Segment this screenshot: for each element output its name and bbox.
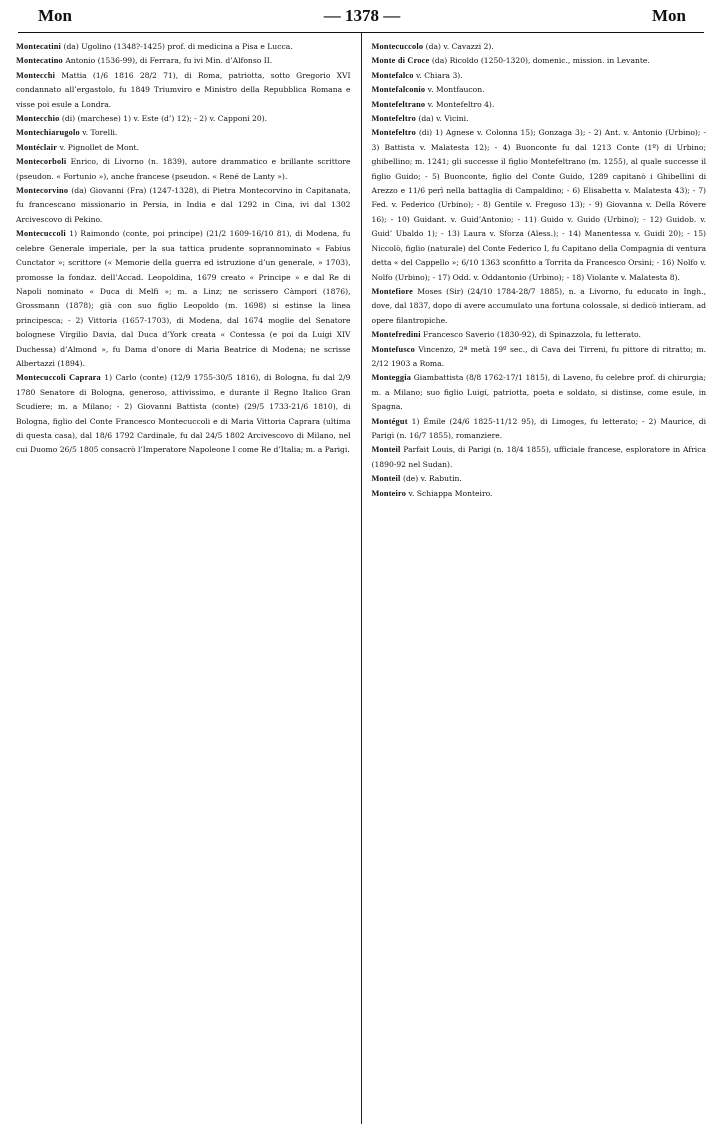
entry-headword: Montecuccoli <box>16 229 66 239</box>
entry-headword: Montecatino <box>16 56 63 66</box>
dictionary-entry <box>372 68 707 82</box>
entry-text: 1) Émile (24/6 1825-11/12 95), di Limoges, fu letterato; - 2) Maurice, di Parigi (n. 16/7 1855), romanziere. <box>371 416 707 440</box>
dictionary-entry <box>372 414 707 443</box>
entry-text: (da) Ugolino (1348?-1425) prof. di medicina a Pisa e Lucca. <box>61 42 293 51</box>
entry-headword: Montecatini <box>16 42 62 51</box>
entry-headword: Montefeltro <box>371 114 416 124</box>
entry-headword: Montefeltrano <box>371 99 426 109</box>
dictionary-entry <box>372 327 707 341</box>
dictionary-entry <box>372 486 707 500</box>
entry-headword: Montechiarugolo <box>16 128 80 138</box>
dictionary-entry <box>372 82 707 96</box>
entry-text: v. Montefeltro 4). <box>425 99 495 109</box>
dictionary-entry <box>16 125 351 139</box>
entry-text: 1) Raimondo (conte, poi principe) (21/2 1609-16/10 81), di Modena, fu celebre Generale imperiale, per la sua tattica prudente soprannominato « Fabius Cunctator »; scrittore (« Memorie della guerra ed istruzione d’un generale, » 1703), promosse la fondaz. dell’Accad. Leopoldina, 1679 creato « Principe » e dal Re di Napoli nominato « Duca di Melfi »; m. a Linz; ne scrissero Càmpori (1876), Grossmann (1878); già con suo figlio Leopoldo (m. 1698) si estinse la linea principesca; - 2) Vittoria (1657-1703), di Modena, dal 1674 moglie del Senatore bolognese Virgilio Davia, dal Duca d’York creata « Contessa (e poi da Luigi XIV Duchessa) d’Almond », fu Dama d’onore di Maria Beatrice di Modena; ne scrisse Albertazzi (1894). <box>16 229 351 368</box>
entry-text: Francesco Saverio (1830-92), di Spinazzola, fu letterato. <box>420 330 641 340</box>
dictionary-entry <box>16 39 351 53</box>
entry-text: (da) Giovanni (Fra) (1247-1328), di Pietra Montecorvino in Capitanata, fu francescano missionario in Persia, in India e dal 1292 in Cina, ivi dal 1302 Arcivescovo di Pekino. <box>16 186 351 224</box>
entry-text: (da) v. Vicini. <box>415 114 469 124</box>
entry-headword: Montecorboli <box>16 157 67 167</box>
entry-text: Moses (Sir) (24/10 1784-28/7 1885), n. a Livorno, fu educato in Ingh., dove, dal 1837, dopo di avere accumulato una fortuna colossale, si dedicò intieram. ad opere filantropiche. <box>371 286 707 325</box>
entry-text: v. Montfaucon. <box>425 85 485 95</box>
dictionary-entry <box>372 471 707 485</box>
entry-text: Antonio (1536-99), di Ferrara, fu ivi Min. d’Alfonso II. <box>62 56 273 66</box>
dictionary-entry <box>372 370 707 413</box>
dictionary-entry <box>372 284 707 327</box>
entry-text: Giambattista (8/8 1762-17/1 1815), di Laveno, fu celebre prof. di chirurgia; m. a Milano; suo figlio Luigi, patriotta, poeta e soldato, si distinse, come esule, in Spagna. <box>371 373 707 412</box>
entry-text: v. Schiappa Monteiro. <box>406 488 493 498</box>
entry-headword: Monteiro <box>371 488 407 498</box>
entry-headword: Montefiore <box>371 286 413 296</box>
entry-text: Parfait Louis, di Parigi (n. 18/4 1855), ufficiale francese, esploratore in Africa (1890-92 nel Sudan). <box>371 445 707 469</box>
header-left-word: Mon <box>38 6 72 25</box>
entry-text: Vincenzo, 2ª metà 19º sec., di Cava dei Tirreni, fu pittore di ritratto; m. 2/12 1903 a Roma. <box>371 344 707 368</box>
entry-headword: Montefredini <box>371 330 421 340</box>
entry-headword: Monte di Croce <box>371 56 430 66</box>
entry-headword: Montégut <box>371 416 408 426</box>
dictionary-entry <box>16 183 351 226</box>
entry-headword: Montefeltro <box>371 128 416 138</box>
page-number: — 1378 — <box>323 6 401 25</box>
entry-headword: Montecchi <box>16 70 56 80</box>
header-right-word: Mon <box>652 6 686 25</box>
dictionary-entry <box>372 39 707 53</box>
entry-headword: Montecuccolo <box>371 42 424 51</box>
entry-text: (di) (marchese) 1) v. Este (d’) 12); - 2) v. Capponi 20). <box>59 114 268 124</box>
entry-headword: Monteil <box>371 445 401 455</box>
dictionary-entry <box>372 111 707 125</box>
entry-headword: Montefalco <box>371 70 414 80</box>
column-divider <box>361 33 362 1124</box>
entry-text: (da) Ricoldo (1250-1320), domenic., mission. in Levante. <box>429 56 650 66</box>
entry-headword: Montefalconio <box>371 85 426 95</box>
dictionary-entry <box>16 68 351 111</box>
dictionary-entry <box>372 125 707 283</box>
entry-text: Enrico, di Livorno (n. 1839), autore drammatico e brillante scrittore (pseudon. « Fortunio »), anche francese (pseudon. « René de Lanty »). <box>16 157 351 181</box>
dictionary-entry <box>16 154 351 183</box>
left-column <box>16 39 351 1124</box>
dictionary-entry <box>16 370 351 456</box>
dictionary-entry <box>372 97 707 111</box>
right-column <box>372 39 707 1124</box>
dictionary-entry <box>16 140 351 154</box>
entry-headword: Montéclair <box>16 142 58 152</box>
entry-text: v. Torelli. <box>79 128 118 138</box>
entry-headword: Monteil <box>371 474 401 484</box>
entry-text: Mattia (1/6 1816 28/2 71), di Roma, patriotta, sotto Gregorio XVI condannato all’ergastolo, fu 1849 Triumviro e Ministro della Repubblica Romana e visse poi esule a Londra. <box>16 70 351 109</box>
entry-headword: Montecuccoli Caprara <box>16 373 101 383</box>
entry-headword: Montefusco <box>371 344 415 354</box>
dictionary-entry <box>372 442 707 471</box>
entry-headword: Montecchio <box>16 114 60 124</box>
entry-text: (da) v. Cavazzi 2). <box>423 42 494 51</box>
entry-text: (de) v. Rabutin. <box>400 474 462 484</box>
entry-headword: Monteggia <box>371 373 412 383</box>
entry-text: (di) 1) Agnese v. Colonna 15); Gonzaga 3); - 2) Ant. v. Antonio (Urbino); - 3) Battista v. Malatesta 12); - 4) Buonconte fu dal 1213 Conte (1º) di Urbino; ghibellino; m. 1241; gli successe il figlio Montefeltrano (m. 1255), al quale successe il figlio Guido; - 5) Buonconte, figlio del Conte Guido, 1289 capitanò i Ghibellini di Arezzo e 11/6 perì nella battaglia di Campaldino; - 6) Elisabetta v. Malatesta 43); - 7) Fed. v. Federico (Urbino); - 8) Gentile v. Fregoso 13); - 9) Giovanna v. Della Róvere 16); - 10) Guidant. v. Guid’Antonio; - 11) Guido v. Guido (Urbino); - 12) Guidob. v. Guid’ Ubaldo 1); - 13) Laura v. Sforza (Aless.); - 14) Manentessa v. Guidi 20); - 15) Niccolò, figlio (naturale) del Conte Federico I, fu Capitano della Compagnia di ventura detta « del Cappello »; 6/10 1363 sconfitto a Torrita da Francesco Orsini; - 16) Nolfo v. Nolfo (Urbino); - 17) Odd. v. Oddantonio (Urbino); - 18) Violante v. Malatesta 8). <box>371 128 707 282</box>
entry-text: 1) Carlo (conte) (12/9 1755-30/5 1816), di Bologna, fu dal 2/9 1780 Senatore di Bologna, generoso, attivissimo, e durante il Regno Italico Gran Scudiere; m. a Milano; - 2) Giovanni Battista (conte) (29/5 1733-21/6 1810), di Bologna, figlio del Conte Francesco Montecuccoli e di Maria Vittoria Caprara (ultima di questa casa), dal 18/6 1792 Cardinale, fu dal 24/5 1802 Arcivescovo di Milano, nel cui Duomo 26/5 1805 consacrò l’Imperatore Napoleone I come Re d’Italia; m. a Parigi. <box>16 373 351 455</box>
dictionary-entry <box>16 53 351 67</box>
page-header <box>16 6 706 32</box>
entry-text: v. Pignollet de Mont. <box>57 142 139 152</box>
dictionary-entry <box>16 111 351 125</box>
dictionary-entry <box>372 53 707 67</box>
entry-headword: Montecorvino <box>16 186 69 196</box>
two-column-body <box>16 39 706 1124</box>
dictionary-entry <box>372 342 707 371</box>
dictionary-entry <box>16 226 351 370</box>
entry-text: v. Chiara 3). <box>413 70 463 80</box>
